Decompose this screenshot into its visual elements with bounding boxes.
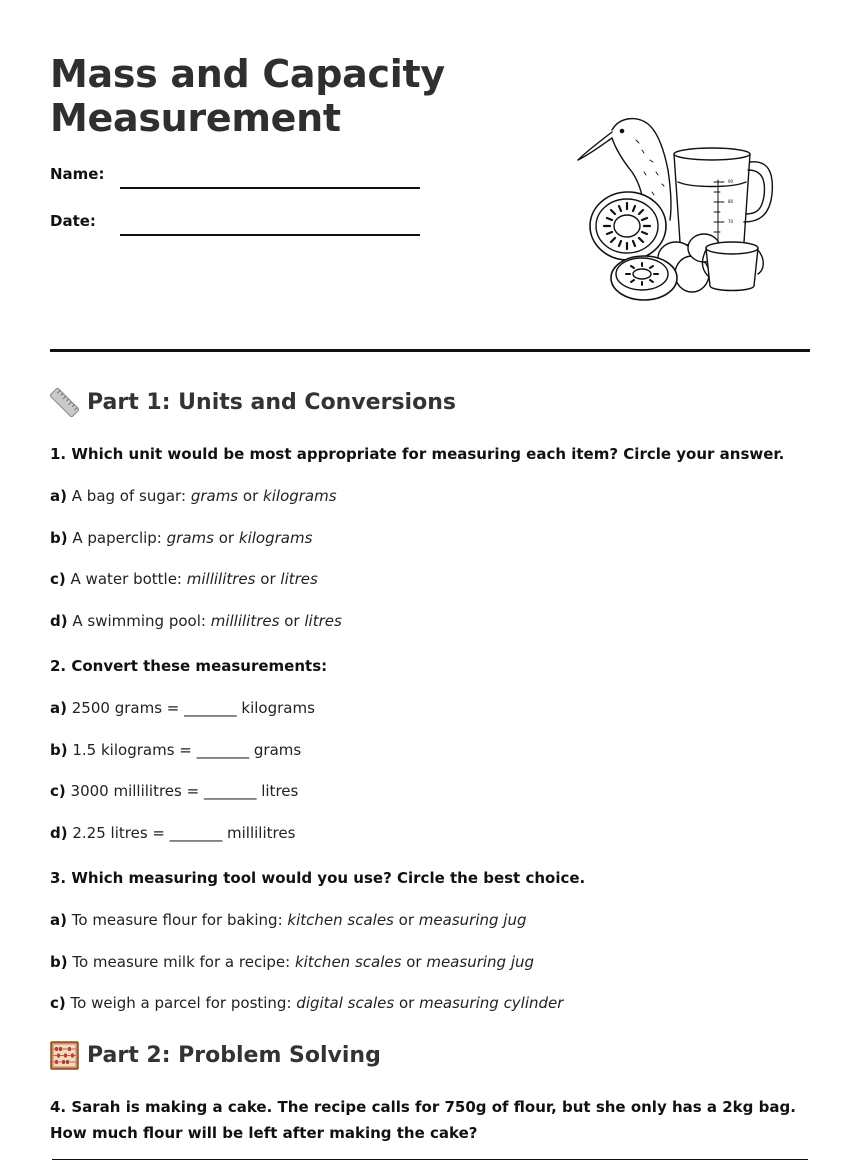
date-field[interactable] <box>120 234 420 236</box>
option-2[interactable]: measuring jug <box>418 911 527 929</box>
part1-heading <box>50 388 456 417</box>
or-text: or <box>218 529 235 547</box>
svg-text:90: 90 <box>728 179 734 184</box>
item-label: b) <box>50 741 68 759</box>
item-label: c) <box>50 570 66 588</box>
item-text: To measure flour for baking: <box>71 911 283 929</box>
option-2[interactable]: measuring jug <box>426 953 535 971</box>
or-text: or <box>398 911 415 929</box>
or-text: or <box>406 953 422 971</box>
item-label: c) <box>50 782 66 800</box>
option-2[interactable]: litres <box>304 612 342 630</box>
item-label: b) <box>50 953 68 971</box>
ruler-icon <box>50 388 79 417</box>
option-1[interactable]: kitchen scales <box>287 911 394 929</box>
or-text: or <box>260 570 276 588</box>
item-text: To measure milk for a recipe: <box>72 953 291 971</box>
part2-heading <box>50 1041 381 1070</box>
name-label: Name: <box>50 165 105 183</box>
option-2[interactable]: kilograms <box>238 529 313 547</box>
date-label: Date: <box>50 212 96 230</box>
option-1[interactable]: grams <box>166 529 214 547</box>
item-label: a) <box>50 699 67 717</box>
title-line-2: Measurement <box>50 96 341 140</box>
conversion-text[interactable]: 1.5 kilograms = _______ grams <box>72 741 302 759</box>
q1-item-d <box>50 612 810 630</box>
q3-item-b <box>50 953 810 971</box>
option-2[interactable]: litres <box>280 570 318 588</box>
part1-heading-text: Part 1: Units and Conversions <box>87 390 456 415</box>
item-label: b) <box>50 529 68 547</box>
option-1[interactable]: digital scales <box>296 994 395 1012</box>
option-2[interactable]: measuring cylinder <box>419 994 564 1012</box>
option-1[interactable]: kitchen scales <box>294 953 402 971</box>
question-2: 2. Convert these measurements: <box>50 657 328 675</box>
or-text: or <box>398 994 415 1012</box>
option-1[interactable]: grams <box>190 487 239 505</box>
q2-item-c <box>50 782 810 800</box>
conversion-text[interactable]: 3000 millilitres = _______ litres <box>70 782 299 800</box>
question-3: 3. Which measuring tool would you use? Circle the best choice. <box>50 869 586 887</box>
item-text: A bag of sugar: <box>71 487 187 505</box>
item-text: To weigh a parcel for posting: <box>70 994 292 1012</box>
q3-item-c <box>50 994 810 1012</box>
item-text: A paperclip: <box>72 529 162 547</box>
svg-text:80: 80 <box>728 199 734 204</box>
abacus-icon <box>50 1041 79 1070</box>
q1-item-c <box>50 570 810 588</box>
q1-item-b <box>50 529 810 547</box>
or-text: or <box>242 487 259 505</box>
answer-line[interactable] <box>52 1159 808 1160</box>
or-text: or <box>284 612 300 630</box>
name-field[interactable] <box>120 187 420 189</box>
conversion-text[interactable]: 2500 grams = _______ kilograms <box>71 699 315 717</box>
item-label: d) <box>50 824 68 842</box>
question-4: 4. Sarah is making a cake. The recipe calls for 750g of flour, but she only has a 2kg bag. How much flour will be left after making the cake? <box>50 1098 796 1142</box>
q2-item-a <box>50 699 810 717</box>
item-label: c) <box>50 994 66 1012</box>
page-title <box>50 52 490 140</box>
q1-item-a <box>50 487 810 505</box>
svg-text:70: 70 <box>728 219 734 224</box>
item-label: d) <box>50 612 68 630</box>
option-1[interactable]: millilitres <box>210 612 280 630</box>
item-label: a) <box>50 911 67 929</box>
question-1: 1. Which unit would be most appropriate for measuring each item? Circle your answer. <box>50 445 785 463</box>
kiwi-bird-fruit-measuring-jug-illustration <box>572 110 782 310</box>
item-label: a) <box>50 487 67 505</box>
item-text: A swimming pool: <box>72 612 206 630</box>
title-line-1: Mass and Capacity <box>50 52 445 96</box>
option-2[interactable]: kilograms <box>263 487 337 505</box>
item-text: A water bottle: <box>70 570 182 588</box>
option-1[interactable]: millilitres <box>186 570 256 588</box>
section-divider <box>50 349 810 352</box>
q2-item-b <box>50 741 810 759</box>
conversion-text[interactable]: 2.25 litres = _______ millilitres <box>72 824 296 842</box>
part2-heading-text: Part 2: Problem Solving <box>87 1043 381 1068</box>
q2-item-d <box>50 824 810 842</box>
q3-item-a <box>50 911 810 929</box>
